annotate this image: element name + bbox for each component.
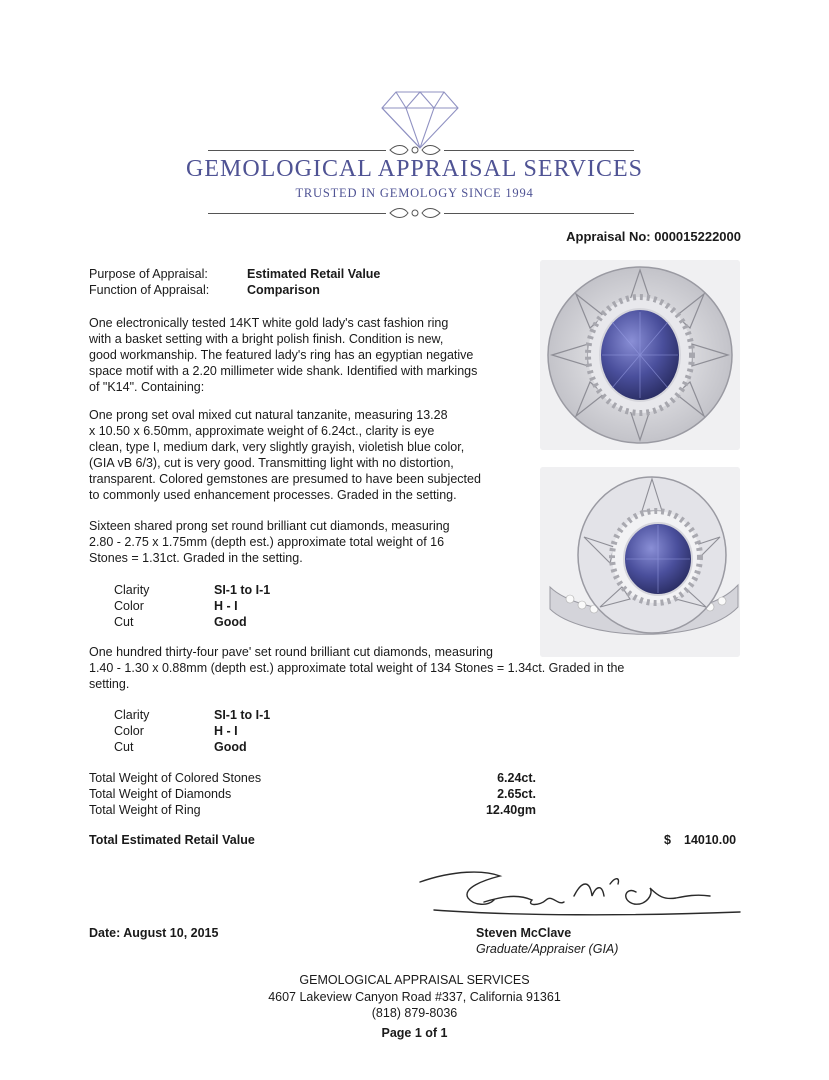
- grade-label-color: Color: [114, 724, 144, 738]
- page-number: Page 1 of 1: [381, 1026, 448, 1040]
- text-line: (GIA vB 6/3), cut is very good. Transmitting light with no distortion,: [89, 456, 454, 470]
- diamonds-1-description: [89, 518, 450, 566]
- function-label: Function of Appraisal:: [89, 283, 210, 297]
- text-line: space motif with a 2.20 millimeter wide shank. Identified with markings: [89, 364, 478, 378]
- ring-photo-side: [540, 467, 740, 657]
- grade-label-clarity: Clarity: [114, 583, 150, 597]
- text-line: One hundred thirty-four pave' set round brilliant cut diamonds, measuring: [89, 645, 493, 659]
- header-rule-top-left: [208, 150, 386, 151]
- company-tagline: TRUSTED IN GEMOLOGY SINCE 1994: [295, 186, 534, 200]
- grade-label-color: Color: [114, 599, 144, 613]
- totals-labels: [89, 770, 261, 818]
- total-ring-value: 12.40gm: [485, 803, 536, 817]
- total-diamonds-label: Total Weight of Diamonds: [89, 787, 232, 801]
- ring-description: [89, 315, 477, 395]
- grade-label-cut: Cut: [114, 740, 134, 754]
- ring-side-view-image: [540, 467, 740, 657]
- text-line: One prong set oval mixed cut natural tanzanite, measuring 13.28: [89, 408, 448, 422]
- purpose-value: Estimated Retail Value: [247, 267, 381, 281]
- text-line: good workmanship. The featured lady's ring has an egyptian negative: [89, 348, 474, 362]
- grades-1-labels: [114, 582, 149, 630]
- appraiser-name: Steven McClave: [476, 926, 572, 940]
- text-line: Sixteen shared prong set round brilliant cut diamonds, measuring: [89, 519, 450, 533]
- function-value: Comparison: [247, 283, 320, 297]
- company-name: GEMOLOGICAL APPRAISAL SERVICES: [185, 156, 643, 182]
- total-diamonds-value: 2.65ct.: [497, 787, 536, 801]
- appraisal-date: Date: August 10, 2015: [89, 926, 219, 940]
- text-line: clean, type I, medium dark, very slightly grayish, violetish blue color,: [89, 440, 465, 454]
- text-line: setting.: [89, 677, 130, 691]
- footer-company: GEMOLOGICAL APPRAISAL SERVICES: [299, 973, 530, 987]
- text-line: with a basket setting with a bright polish finish. Condition is new,: [89, 332, 444, 346]
- grade-value-color: H - I: [214, 724, 238, 738]
- footer-phone: (818) 879-8036: [371, 1006, 458, 1020]
- text-line: 1.40 - 1.30 x 0.88mm (depth est.) approximate total weight of 134 Stones = 1.34ct. Graded in the: [89, 661, 625, 675]
- text-line: One electronically tested 14KT white gold lady's cast fashion ring: [89, 316, 449, 330]
- grade-label-cut: Cut: [114, 615, 134, 629]
- text-line: x 10.50 x 6.50mm, approximate weight of 6.24ct., clarity is eye: [89, 424, 435, 438]
- grade-label-clarity: Clarity: [114, 708, 150, 722]
- retail-amount: 14010.00: [684, 833, 737, 847]
- grade-value-clarity: SI-1 to I-1: [214, 583, 271, 597]
- grade-value-cut: Good: [214, 615, 247, 629]
- retail-currency: $: [664, 833, 671, 847]
- header-rule-top-right: [444, 150, 634, 151]
- bottom-flourish-icon: [386, 206, 444, 220]
- header-rule-bottom-right: [444, 213, 634, 214]
- text-line: to commonly used enhancement processes. Graded in the setting.: [89, 488, 457, 502]
- tanzanite-description: [89, 407, 481, 503]
- grades-1-values: [214, 582, 270, 630]
- signature-image: [414, 866, 744, 922]
- text-line: of "K14". Containing:: [89, 380, 205, 394]
- totals-values: [476, 770, 536, 818]
- text-line: transparent. Colored gemstones are presumed to have been subjected: [89, 472, 481, 486]
- total-colored-label: Total Weight of Colored Stones: [89, 771, 262, 785]
- footer-address: 4607 Lakeview Canyon Road #337, California 91361: [268, 990, 561, 1004]
- top-flourish-icon: [386, 143, 444, 157]
- grade-value-clarity: SI-1 to I-1: [214, 708, 271, 722]
- text-line: 2.80 - 2.75 x 1.75mm (depth est.) approximate total weight of 16: [89, 535, 445, 549]
- total-colored-value: 6.24ct.: [497, 771, 536, 785]
- purpose-label: Purpose of Appraisal:: [89, 267, 208, 281]
- grades-2-labels: [114, 707, 149, 755]
- grade-value-color: H - I: [214, 599, 238, 613]
- appraisal-number: Appraisal No: 000015222000: [566, 229, 741, 244]
- retail-label: Total Estimated Retail Value: [89, 833, 255, 847]
- grades-2-values: [214, 707, 270, 755]
- grade-value-cut: Good: [214, 740, 247, 754]
- ring-top-view-image: [540, 260, 740, 450]
- header-rule-bottom-left: [208, 213, 386, 214]
- ring-photo-top: [540, 260, 740, 450]
- text-line: Stones = 1.31ct. Graded in the setting.: [89, 551, 303, 565]
- appraiser-title: Graduate/Appraiser (GIA): [476, 942, 619, 956]
- total-ring-label: Total Weight of Ring: [89, 803, 201, 817]
